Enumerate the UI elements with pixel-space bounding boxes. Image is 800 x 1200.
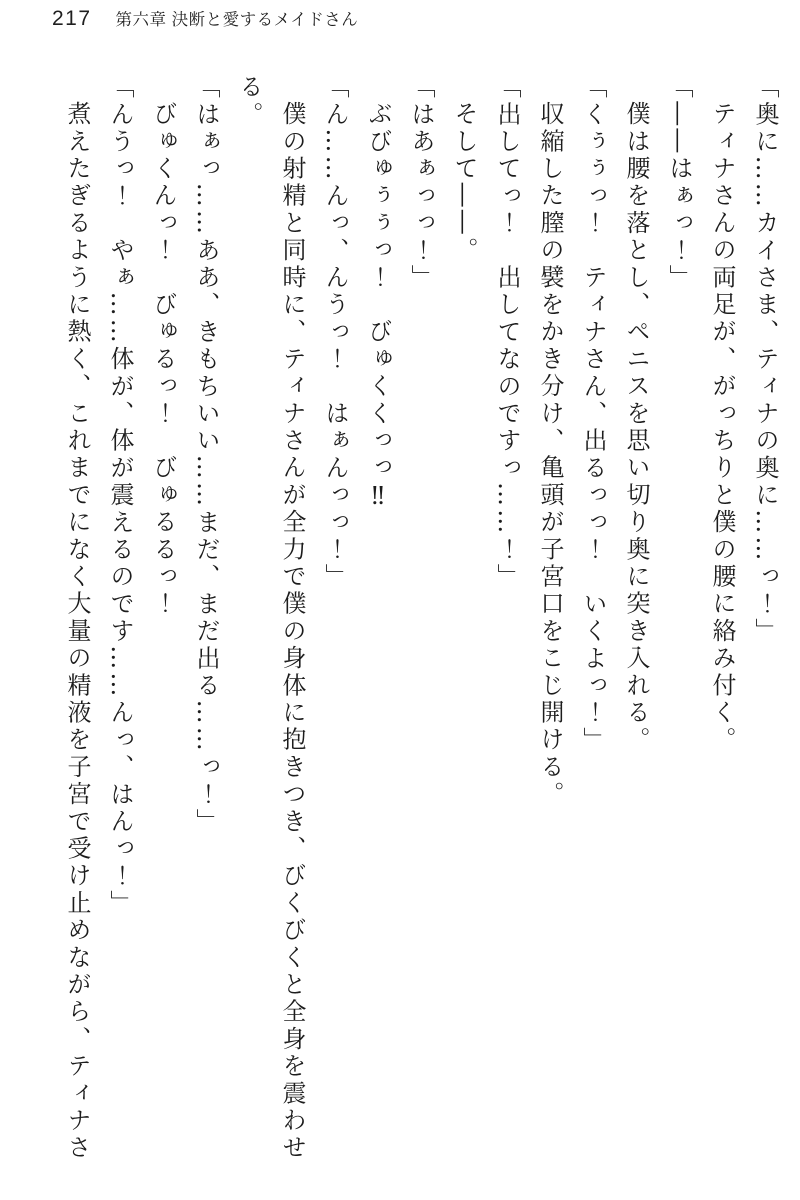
page-header [52, 6, 358, 31]
text-line-narration: 僕は腰を落とし、ペニスを思い切り奥に突き入れる。 [622, 101, 650, 754]
text-line-narration: 煮えたぎるように熱く、これまでになく大量の精液を子宮で受け止めながら、ティナさ [63, 101, 91, 1162]
text-line-dialogue: 「はあぁっっ！」 [407, 74, 435, 292]
text-line-narration: 僕の射精と同時に、ティナさんが全力で僕の身体に抱きつき、びくびくと全身を震わせる。 [235, 74, 306, 1162]
text-line-narration: そして――。 [450, 101, 478, 265]
text-line-dialogue: 「はぁっ……ああ、きもちいい……まだ、まだ出る……っ！」 [192, 74, 220, 836]
text-line-dialogue: 「――はぁっ！」 [665, 74, 693, 292]
text-line-sfx: びゅくんっ！ びゅるっ！ びゅるるっ！ [149, 101, 177, 618]
text-line-dialogue: 「出してっ！ 出してなのですっ……！」 [493, 74, 521, 591]
text-line-narration: 収縮した膣の襞をかき分け、亀頭が子宮口をこじ開ける。 [536, 101, 564, 809]
text-line-narration: ティナさんの両足が、がっちりと僕の腰に絡み付く。 [708, 101, 736, 754]
text-line-dialogue: 「ん……んっ、んうっ！ はぁんっっ！」 [321, 74, 349, 591]
text-line-dialogue: 「奥に……カイさま、ティナの奥に……っ！」 [751, 74, 779, 646]
text-line-dialogue: 「んうっ！ やぁ……体が、体が震えるのです……んっ、はんっ！」 [106, 74, 134, 918]
page-number: 217 [52, 7, 92, 30]
chapter-title: 第六章 決断と愛するメイドさん [115, 11, 359, 29]
text-body [55, 74, 786, 1168]
text-line-dialogue: 「くぅぅっ！ ティナさん、出るっっ！ いくよっ！」 [579, 74, 607, 754]
text-line-sfx: ぶびゅぅぅっ！ びゅくくっっ‼ [364, 101, 392, 513]
